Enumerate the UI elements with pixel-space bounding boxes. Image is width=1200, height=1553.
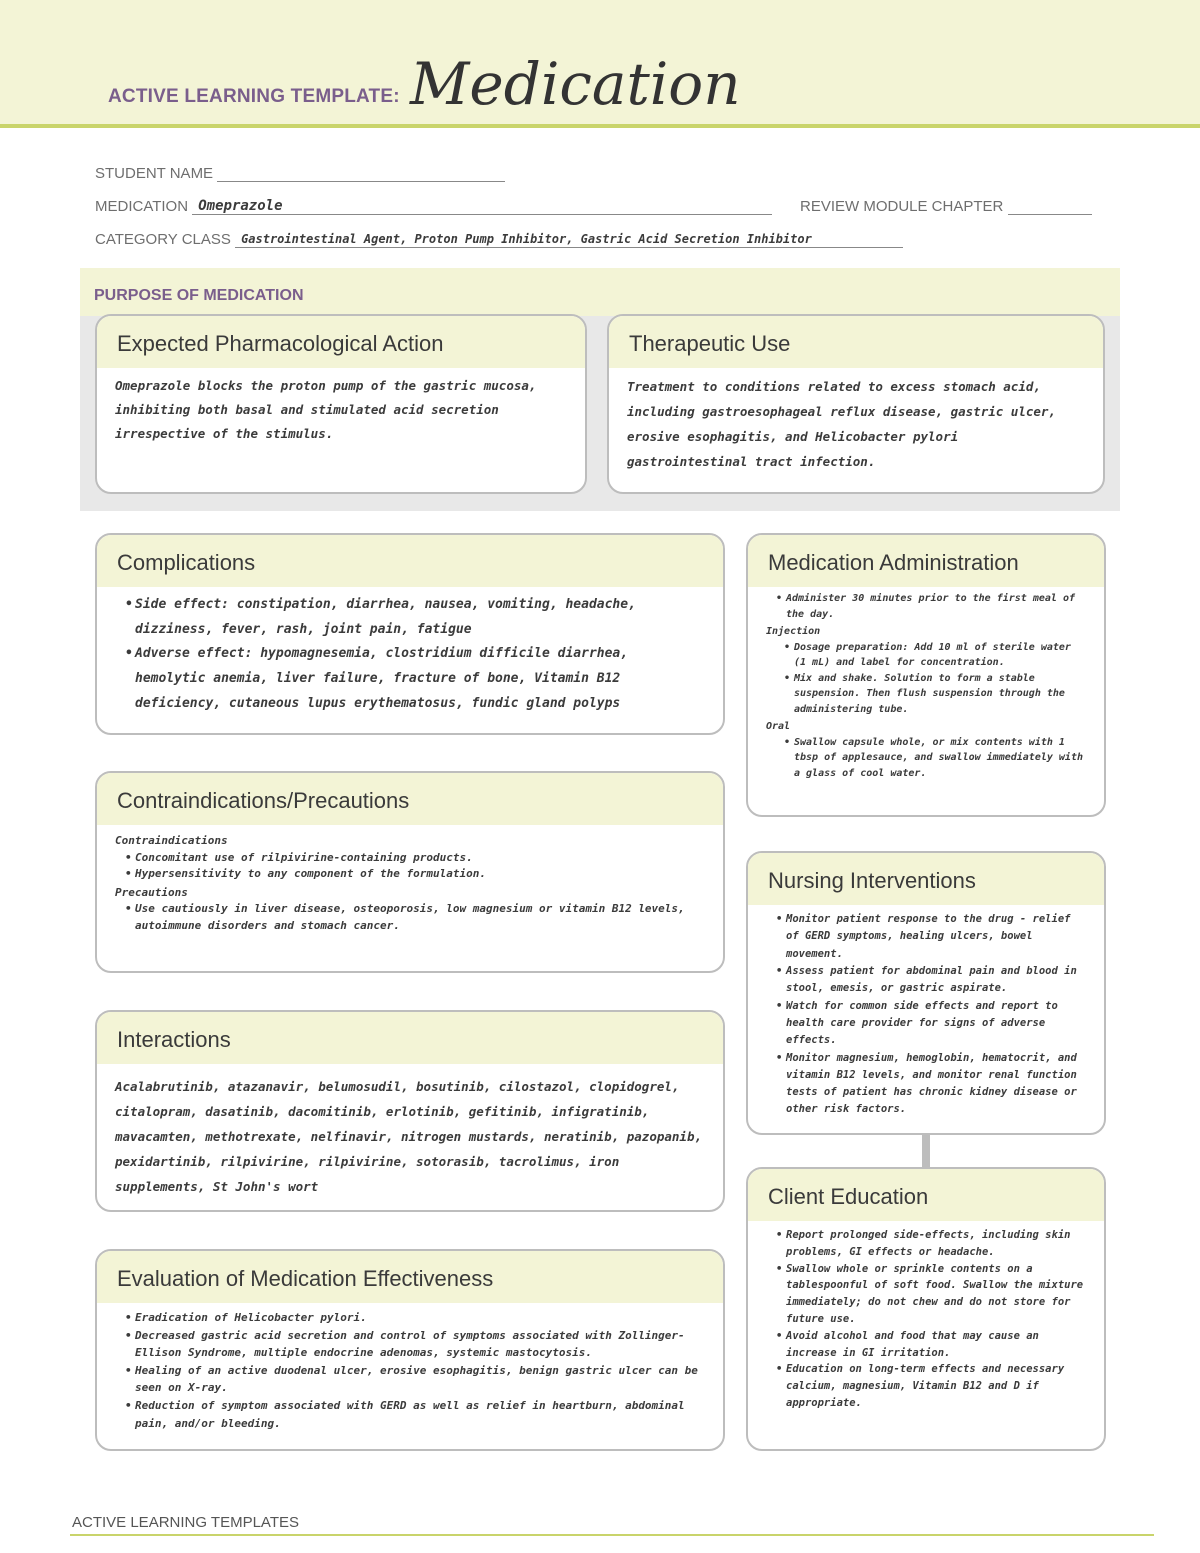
education-item: • Avoid alcohol and food that may cause an increase in GI irritation. <box>776 1328 1086 1362</box>
review-module-label: REVIEW MODULE CHAPTER <box>800 198 1004 215</box>
medication-input[interactable] <box>192 197 772 215</box>
admin-item: • Administer 30 minutes prior to the first meal of the day. <box>776 591 1086 622</box>
education-item: • Report prolonged side-effects, including skin problems, GI effects or headache. <box>776 1227 1086 1261</box>
footer-text: ACTIVE LEARNING TEMPLATES <box>72 1514 299 1531</box>
complications-box <box>95 533 725 735</box>
category-class-field <box>95 230 903 248</box>
nursing-item: • Assess patient for abdominal pain and blood in stool, emesis, or gastric aspirate. <box>776 963 1086 998</box>
category-class-label: CATEGORY CLASS <box>95 231 231 248</box>
expected-action-box <box>95 314 587 494</box>
precautions-label: Precautions <box>115 885 188 899</box>
nursing-item: • Monitor magnesium, hemoglobin, hematocrit, and vitamin B12 levels, and monitor renal function tests of patient has chronic kidney disease or other risk factors. <box>776 1050 1086 1119</box>
expected-action-text[interactable]: Omeprazole blocks the proton pump of the gastric mucosa, inhibiting both basal and stimulated acid secretion irrespective of the stimulus. <box>115 378 537 441</box>
complication-item: • Side effect: constipation, diarrhea, nausea, vomiting, headache, dizziness, fever, rash, joint pain, fatigue <box>125 593 705 642</box>
review-module-field <box>800 197 1092 215</box>
student-name-field <box>95 164 505 182</box>
contraindications-title: Contraindications/Precautions <box>97 773 723 825</box>
injection-item: • Dosage preparation: Add 10 ml of sterile water (1 mL) and label for concentration. <box>784 640 1086 671</box>
category-class-value: Gastrointestinal Agent, Proton Pump Inhibitor, Gastric Acid Secretion Inhibitor <box>241 232 812 246</box>
education-item: • Swallow whole or sprinkle contents on a tablespoonful of soft food. Swallow the mixture immediately; do not chew and do not store for future use. <box>776 1261 1086 1328</box>
box-connector <box>922 1134 930 1168</box>
medication-value: Omeprazole <box>198 198 283 214</box>
evaluation-item: • Healing of an active duodenal ulcer, erosive esophagitis, benign gastric ulcer can be seen on X-ray. <box>125 1362 705 1397</box>
client-education-title: Client Education <box>748 1169 1104 1221</box>
medication-field <box>95 197 772 215</box>
nursing-item: • Monitor patient response to the drug - relief of GERD symptoms, healing ulcers, bowel movement. <box>776 911 1086 963</box>
medication-label: MEDICATION <box>95 198 189 215</box>
evaluation-item: • Decreased gastric acid secretion and control of symptoms associated with Zollinger-Ellison Syndrome, multiple endocrine adenomas, systemic mastocytosis. <box>125 1327 705 1362</box>
template-label: ACTIVE LEARNING TEMPLATE: <box>108 86 400 107</box>
interactions-text[interactable]: Acalabrutinib, atazanavir, belumosudil, bosutinib, cilostazol, clopidogrel, citalopram, dasatinib, dacomitinib, erlotinib, gefitinib, infigratinib, mavacamten, methotrexate, nelfinavir, nitrogen mustards, neratinib, pazopanib, pexidartinib, rilpivirine, rilpivirine, sotorasib, tacrolimus, iron supplements, St John's wort <box>115 1079 702 1194</box>
evaluation-item: • Reduction of symptom associated with GERD as well as relief in heartburn, abdominal pain, and/or bleeding. <box>125 1397 705 1432</box>
medication-administration-box <box>746 533 1106 817</box>
complications-body[interactable] <box>97 587 723 716</box>
contraindications-box <box>95 771 725 973</box>
medication-administration-title: Medication Administration <box>748 535 1104 587</box>
client-education-box <box>746 1167 1106 1451</box>
therapeutic-use-text[interactable]: Treatment to conditions related to excess stomach acid, including gastroesophageal reflux disease, gastric ulcer, erosive esophagitis, and Helicobacter pylori gastrointestinal tract infection. <box>627 379 1056 469</box>
therapeutic-use-title: Therapeutic Use <box>609 316 1103 368</box>
category-class-input[interactable] <box>235 230 903 248</box>
injection-item: • Mix and shake. Solution to form a stable suspension. Then flush suspension through the administering tube. <box>784 671 1086 718</box>
complication-item: • Adverse effect: hypomagnesemia, clostridium difficile diarrhea, hemolytic anemia, liver failure, fracture of bone, Vitamin B12 deficiency, cutaneous lupus erythematosus, fundic gland polyps <box>125 642 705 716</box>
therapeutic-use-box <box>607 314 1105 494</box>
purpose-bar <box>80 268 1120 316</box>
nursing-interventions-title: Nursing Interventions <box>748 853 1104 905</box>
nursing-item: • Watch for common side effects and report to health care provider for signs of adverse effects. <box>776 998 1086 1050</box>
evaluation-item: • Eradication of Helicobacter pylori. <box>125 1309 705 1327</box>
complications-title: Complications <box>97 535 723 587</box>
evaluation-box <box>95 1249 725 1451</box>
oral-label: Oral <box>766 721 791 732</box>
contraindications-body[interactable] <box>97 825 723 934</box>
evaluation-body[interactable] <box>97 1303 723 1432</box>
expected-action-title: Expected Pharmacological Action <box>97 316 585 368</box>
contraindication-item: • Concomitant use of rilpivirine-containing products. <box>125 850 705 867</box>
page-title: Medication <box>410 50 741 118</box>
review-module-input[interactable] <box>1008 197 1092 215</box>
medication-administration-body[interactable] <box>748 587 1104 781</box>
interactions-box <box>95 1010 725 1212</box>
interactions-title: Interactions <box>97 1012 723 1064</box>
nursing-interventions-body[interactable] <box>748 905 1104 1119</box>
student-name-label: STUDENT NAME <box>95 165 214 182</box>
page-header <box>0 0 1200 128</box>
oral-item: • Swallow capsule whole, or mix contents with 1 tbsp of applesauce, and swallow immediately with a glass of cool water. <box>784 735 1086 782</box>
purpose-label: PURPOSE OF MEDICATION <box>94 287 304 304</box>
contraindication-item: • Hypersensitivity to any component of the formulation. <box>125 866 705 883</box>
nursing-interventions-box <box>746 851 1106 1135</box>
contraindications-label: Contraindications <box>115 834 228 847</box>
precaution-item: • Use cautiously in liver disease, osteoporosis, low magnesium or vitamin B12 levels, autoimmune disorders and stomach cancer. <box>125 901 705 934</box>
student-name-input[interactable] <box>217 164 505 182</box>
evaluation-title: Evaluation of Medication Effectiveness <box>97 1251 723 1303</box>
education-item: • Education on long-term effects and necessary calcium, magnesium, Vitamin B12 and D if appropriate. <box>776 1361 1086 1411</box>
injection-label: Injection <box>766 626 821 637</box>
footer-line <box>70 1534 1154 1536</box>
client-education-body[interactable] <box>748 1221 1104 1412</box>
